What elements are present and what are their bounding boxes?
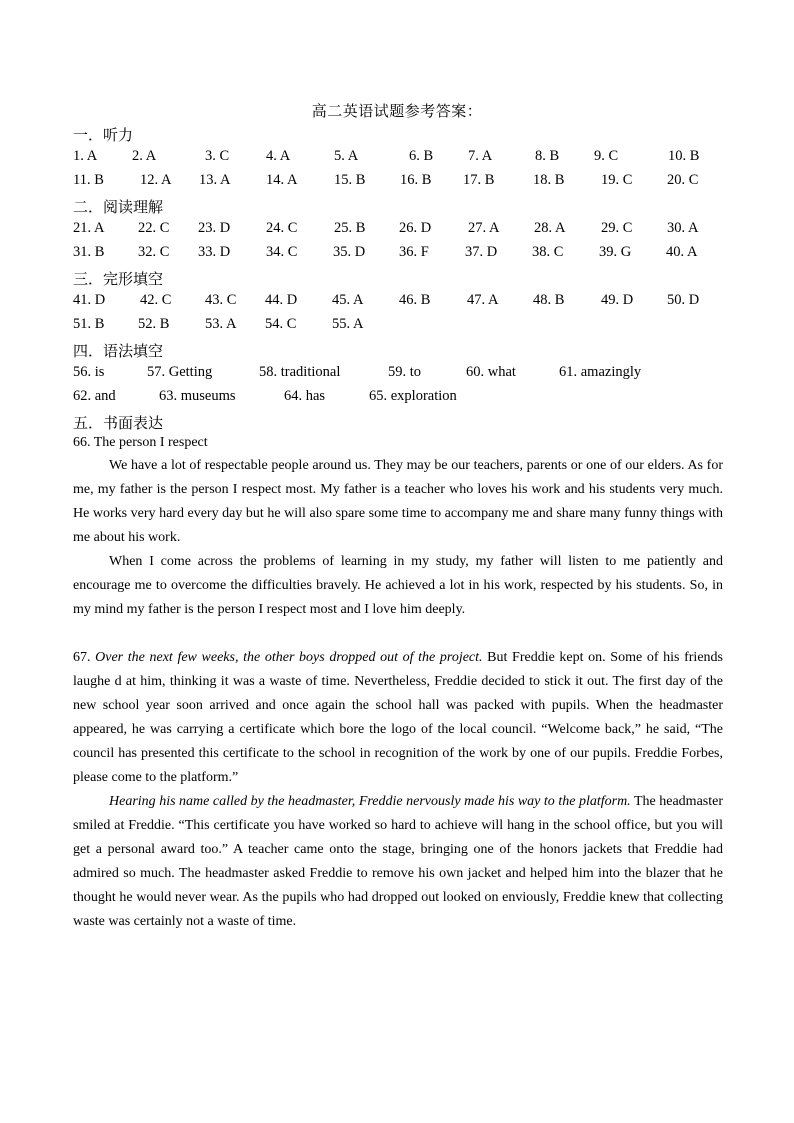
answer-item: 14. A bbox=[266, 172, 298, 188]
answer-item: 32. C bbox=[138, 244, 170, 260]
answer-row-6 bbox=[0, 316, 794, 336]
answer-item: 20. C bbox=[667, 172, 699, 188]
essay-66-heading: 66. The person I respect bbox=[73, 435, 208, 450]
answer-item: 1. A bbox=[73, 148, 98, 164]
answer-item: 56. is bbox=[73, 364, 105, 380]
answer-item: 15. B bbox=[334, 172, 366, 188]
answer-item: 22. C bbox=[138, 220, 170, 236]
answer-item: 42. C bbox=[140, 292, 172, 308]
answer-item: 11. B bbox=[73, 172, 104, 188]
answer-row-7 bbox=[0, 364, 794, 384]
section-writing: 五．书面表达 bbox=[73, 416, 164, 432]
page-title: 高二英语试题参考答案： bbox=[311, 104, 483, 120]
answer-item: 59. to bbox=[388, 364, 422, 380]
answer-item: 41. D bbox=[73, 292, 106, 308]
essay-67-paragraph-1 bbox=[73, 646, 723, 790]
answer-item: 19. C bbox=[601, 172, 633, 188]
answer-item: 60. what bbox=[466, 364, 516, 380]
answer-item: 4. A bbox=[266, 148, 291, 164]
essay-67-body bbox=[73, 646, 723, 934]
answer-item: 8. B bbox=[535, 148, 560, 164]
essay-67-paragraph-2 bbox=[73, 790, 723, 934]
answer-item: 6. B bbox=[409, 148, 434, 164]
answer-item: 34. C bbox=[266, 244, 298, 260]
answer-row-1 bbox=[0, 148, 794, 168]
answer-item: 30. A bbox=[667, 220, 699, 236]
answer-row-2 bbox=[0, 172, 794, 192]
answer-item: 5. A bbox=[334, 148, 359, 164]
answer-item: 65. exploration bbox=[369, 388, 457, 404]
answer-item: 33. D bbox=[198, 244, 231, 260]
answer-item: 40. A bbox=[666, 244, 698, 260]
answer-item: 55. A bbox=[332, 316, 364, 332]
answer-item: 38. C bbox=[532, 244, 564, 260]
answer-item: 49. D bbox=[601, 292, 634, 308]
answer-item: 24. C bbox=[266, 220, 298, 236]
section-cloze: 三．完形填空 bbox=[73, 272, 164, 288]
section-listening: 一．听力 bbox=[73, 128, 134, 144]
answer-item: 62. and bbox=[73, 388, 116, 404]
answer-item: 7. A bbox=[468, 148, 493, 164]
answer-item: 36. F bbox=[399, 244, 429, 260]
essay-66-paragraph-2: When I come across the problems of learning in my study, my father will listen to me patiently and encourage me to overcome the difficulties bravely. He achieved a lot in his work, respected by his students. So, in my mind my father is the person I respect most and I love him deeply. bbox=[73, 554, 723, 617]
answer-item: 25. B bbox=[334, 220, 366, 236]
essay-67-paragraph-1-text: But Freddie kept on. Some of his friends laughe d at him, thinking it was a waste of time. Nevertheless, Freddie decided to stick it out. The first day of the new school year soon arrived and once again the school hall was packed with pupils. When the headmaster appeared, he was carrying a certificate which bore the logo of the local council. “Welcome back,” he said, “The council has presented this certificate to the school in recognition of the work by one of our pupils. Freddie Forbes, please come to the platform.” bbox=[73, 650, 723, 785]
answer-item: 52. B bbox=[138, 316, 170, 332]
answer-item: 13. A bbox=[199, 172, 231, 188]
answer-item: 2. A bbox=[132, 148, 157, 164]
answer-item: 9. C bbox=[594, 148, 619, 164]
answer-item: 26. D bbox=[399, 220, 432, 236]
answer-row-5 bbox=[0, 292, 794, 312]
answer-item: 27. A bbox=[468, 220, 500, 236]
essay-67-number: 67. bbox=[73, 650, 96, 665]
answer-item: 46. B bbox=[399, 292, 431, 308]
essay-67-given-sentence-2: Hearing his name called by the headmaster, Freddie nervously made his way to the platform. bbox=[109, 794, 631, 809]
answer-item: 17. B bbox=[463, 172, 495, 188]
answer-row-4 bbox=[0, 244, 794, 264]
answer-item: 45. A bbox=[332, 292, 364, 308]
answer-item: 51. B bbox=[73, 316, 105, 332]
answer-item: 43. C bbox=[205, 292, 237, 308]
answer-item: 12. A bbox=[140, 172, 172, 188]
answer-item: 31. B bbox=[73, 244, 105, 260]
essay-67-paragraph-2-text: The headmaster smiled at Freddie. “This certificate you have worked so hard to achieve will hang in the school office, but you will get a personal award too.” A teacher came onto the stage, bringing one of the honors jackets that Freddie had admired so much. The headmaster asked Freddie to remove his own jacket and helped him into the blazer that he thought he would never wear. As the pupils who had dropped out looked on enviously, Freddie knew that collecting waste was certainly not a waste of time. bbox=[73, 794, 724, 929]
answer-item: 58. traditional bbox=[259, 364, 341, 380]
essay-66-paragraph-1: We have a lot of respectable people around us. They may be our teachers, parents or one of our elders. As for me, my father is the person I respect most. My father is a teacher who loves his work and his students very much. He works very hard every day but he will also spare some time to accompany me and share many funny things with me about his work. bbox=[73, 458, 723, 545]
answer-item: 48. B bbox=[533, 292, 565, 308]
answer-item: 54. C bbox=[265, 316, 297, 332]
answer-item: 29. C bbox=[601, 220, 633, 236]
answer-item: 3. C bbox=[205, 148, 230, 164]
answer-item: 23. D bbox=[198, 220, 231, 236]
answer-item: 18. B bbox=[533, 172, 565, 188]
answer-row-3 bbox=[0, 220, 794, 240]
answer-item: 37. D bbox=[465, 244, 498, 260]
answer-item: 39. G bbox=[599, 244, 632, 260]
answer-item: 61. amazingly bbox=[559, 364, 642, 380]
section-grammar: 四．语法填空 bbox=[73, 344, 164, 360]
answer-item: 57. Getting bbox=[147, 364, 213, 380]
answer-item: 63. museums bbox=[159, 388, 236, 404]
essay-66-body bbox=[73, 454, 723, 622]
answer-item: 47. A bbox=[467, 292, 499, 308]
answer-item: 16. B bbox=[400, 172, 432, 188]
answer-item: 53. A bbox=[205, 316, 237, 332]
answer-item: 50. D bbox=[667, 292, 700, 308]
answer-item: 44. D bbox=[265, 292, 298, 308]
answer-item: 64. has bbox=[284, 388, 326, 404]
section-reading: 二．阅读理解 bbox=[73, 200, 164, 216]
answer-item: 35. D bbox=[333, 244, 366, 260]
essay-67-given-sentence-1: Over the next few weeks, the other boys dropped out of the project. bbox=[95, 650, 483, 665]
answer-item: 10. B bbox=[668, 148, 700, 164]
answer-item: 21. A bbox=[73, 220, 105, 236]
answer-row-8 bbox=[0, 388, 794, 408]
answer-item: 28. A bbox=[534, 220, 566, 236]
